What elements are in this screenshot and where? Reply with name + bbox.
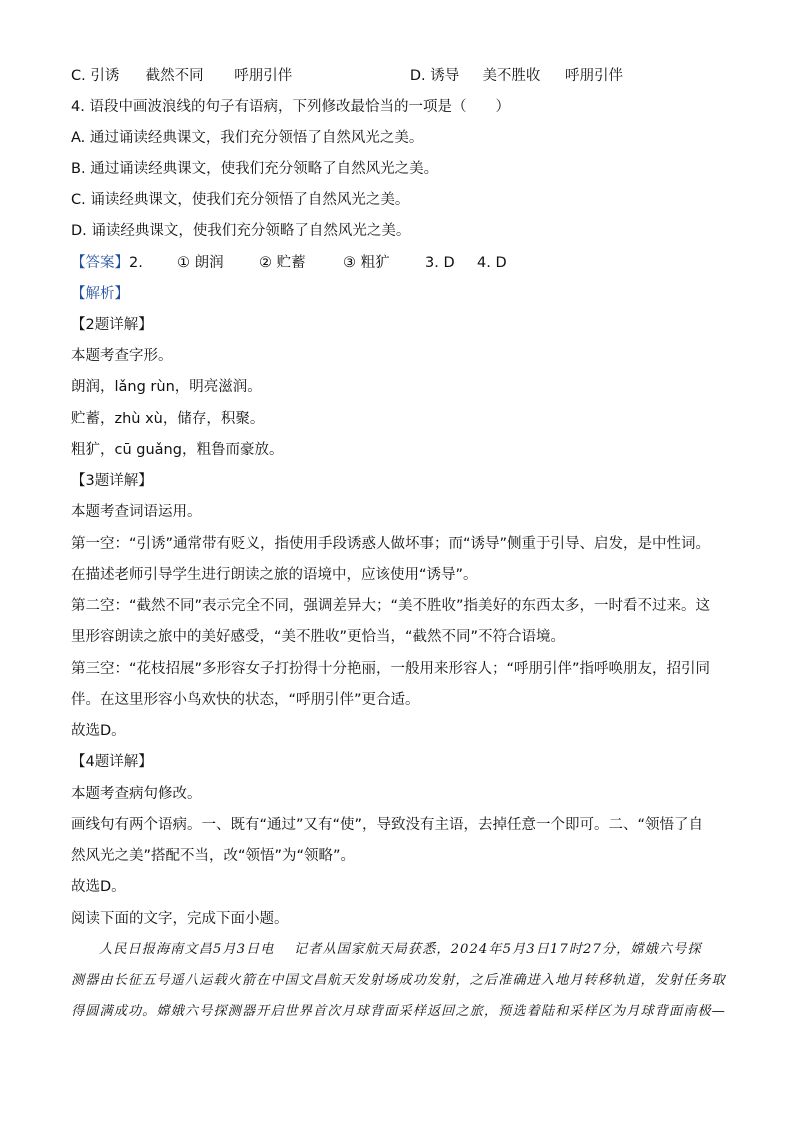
section-3-line-8: 故选D。 <box>71 723 126 739</box>
option-d-word3: 呼朋引伴 <box>565 68 624 84</box>
section-4-line-3: 然风光之美”搭配不当，改“领悟”为“领略”。 <box>71 848 356 864</box>
option-c-word3: 呼朋引伴 <box>234 68 293 84</box>
answer-pinyin-1: ① 朗润 <box>177 255 224 271</box>
section-2-line-1: 本题考查字形。 <box>71 348 173 364</box>
option-c-word2: 截然不同 <box>145 68 204 84</box>
passage-line-2: 测器由长征五号遥八运载火箭在中国文昌航天发射场成功发射，之后准确进入地月转移轨道，发射任务取 <box>71 973 726 988</box>
section-3-line-1: 本题考查词语运用。 <box>71 504 202 520</box>
analysis-tag: 【解析】 <box>71 286 129 302</box>
section-4-line-1: 本题考查病句修改。 <box>71 786 202 802</box>
answer-q4: 4. D <box>477 255 507 271</box>
option-d-word2: 美不胜收 <box>482 68 541 84</box>
options-row-cd <box>71 66 734 86</box>
q4-option-b: B. 通过诵读经典课文，使我们充分领略了自然风光之美。 <box>71 161 439 177</box>
section-2-line-2: 朗润，lǎng rùn，明亮滋润。 <box>71 379 262 395</box>
section-2-line-4: 粗犷，cū guǎng，粗鲁而豪放。 <box>71 442 284 458</box>
section-2-heading: 【2题详解】 <box>71 317 153 333</box>
answer-row <box>71 253 734 273</box>
section-4-line-2: 画线句有两个语病。一、既有“通过”又有“使”，导致没有主语，去掉任意一个即可。二、“领悟了自 <box>71 817 704 833</box>
passage-line-1: 人民日报海南文昌5月3日电 记者从国家航天局获悉，2024年5月3日17时27分，嫦娥六号探 <box>99 942 702 957</box>
q4-stem: 4. 语段中画波浪线的句子有语病，下列修改最恰当的一项是（ ） <box>71 99 510 115</box>
section-4-heading: 【4题详解】 <box>71 754 153 770</box>
answer-q3: 3. D <box>425 255 455 271</box>
section-4-line-4: 故选D。 <box>71 879 126 895</box>
q4-option-d: D. 诵读经典课文，使我们充分领略了自然风光之美。 <box>71 223 411 239</box>
q4-option-a: A. 通过诵读经典课文，我们充分领悟了自然风光之美。 <box>71 130 424 146</box>
section-3-line-6: 第三空：“花枝招展”多形容女子打扮得十分艳丽，一般用来形容人；“呼朋引伴”指呼唤朋友，招引同 <box>71 661 711 677</box>
section-3-line-5: 里形容朗读之旅中的美好感受，“美不胜收”更恰当，“截然不同”不符合语境。 <box>71 629 566 645</box>
answer-q2-number: 2. <box>129 255 143 271</box>
answer-tag: 【答案】 <box>71 255 129 271</box>
answer-pinyin-2: ② 贮蓄 <box>259 255 306 271</box>
section-3-line-7: 伴。在这里形容小鸟欢快的状态，“呼朋引伴”更合适。 <box>71 692 420 708</box>
section-3-line-3: 在描述老师引导学生进行朗读之旅的语境中，应该使用“诱导”。 <box>71 567 478 583</box>
option-c-label: C. 引诱 <box>71 68 120 84</box>
answer-pinyin-3: ③ 粗犷 <box>343 255 390 271</box>
section-4-line-5: 阅读下面的文字，完成下面小题。 <box>71 911 289 927</box>
passage-line-3: 得圆满成功。嫦娥六号探测器开启世界首次月球背面采样返回之旅，预选着陆和采样区为月球背面南极— <box>71 1004 726 1019</box>
q4-option-c: C. 诵读经典课文，使我们充分领悟了自然风光之美。 <box>71 192 410 208</box>
section-3-line-2: 第一空：“引诱”通常带有贬义，指使用手段诱惑人做坏事；而“诱导”侧重于引导、启发，是中性词。 <box>71 536 711 552</box>
section-2-line-3: 贮蓄，zhù xù，储存，积聚。 <box>71 411 265 427</box>
option-d-label: D. 诱导 <box>409 68 460 84</box>
section-3-heading: 【3题详解】 <box>71 473 153 489</box>
section-3-line-4: 第二空：“截然不同”表示完全不同，强调差异大；“美不胜收”指美好的东西太多，一时看不过来。这 <box>71 598 711 614</box>
